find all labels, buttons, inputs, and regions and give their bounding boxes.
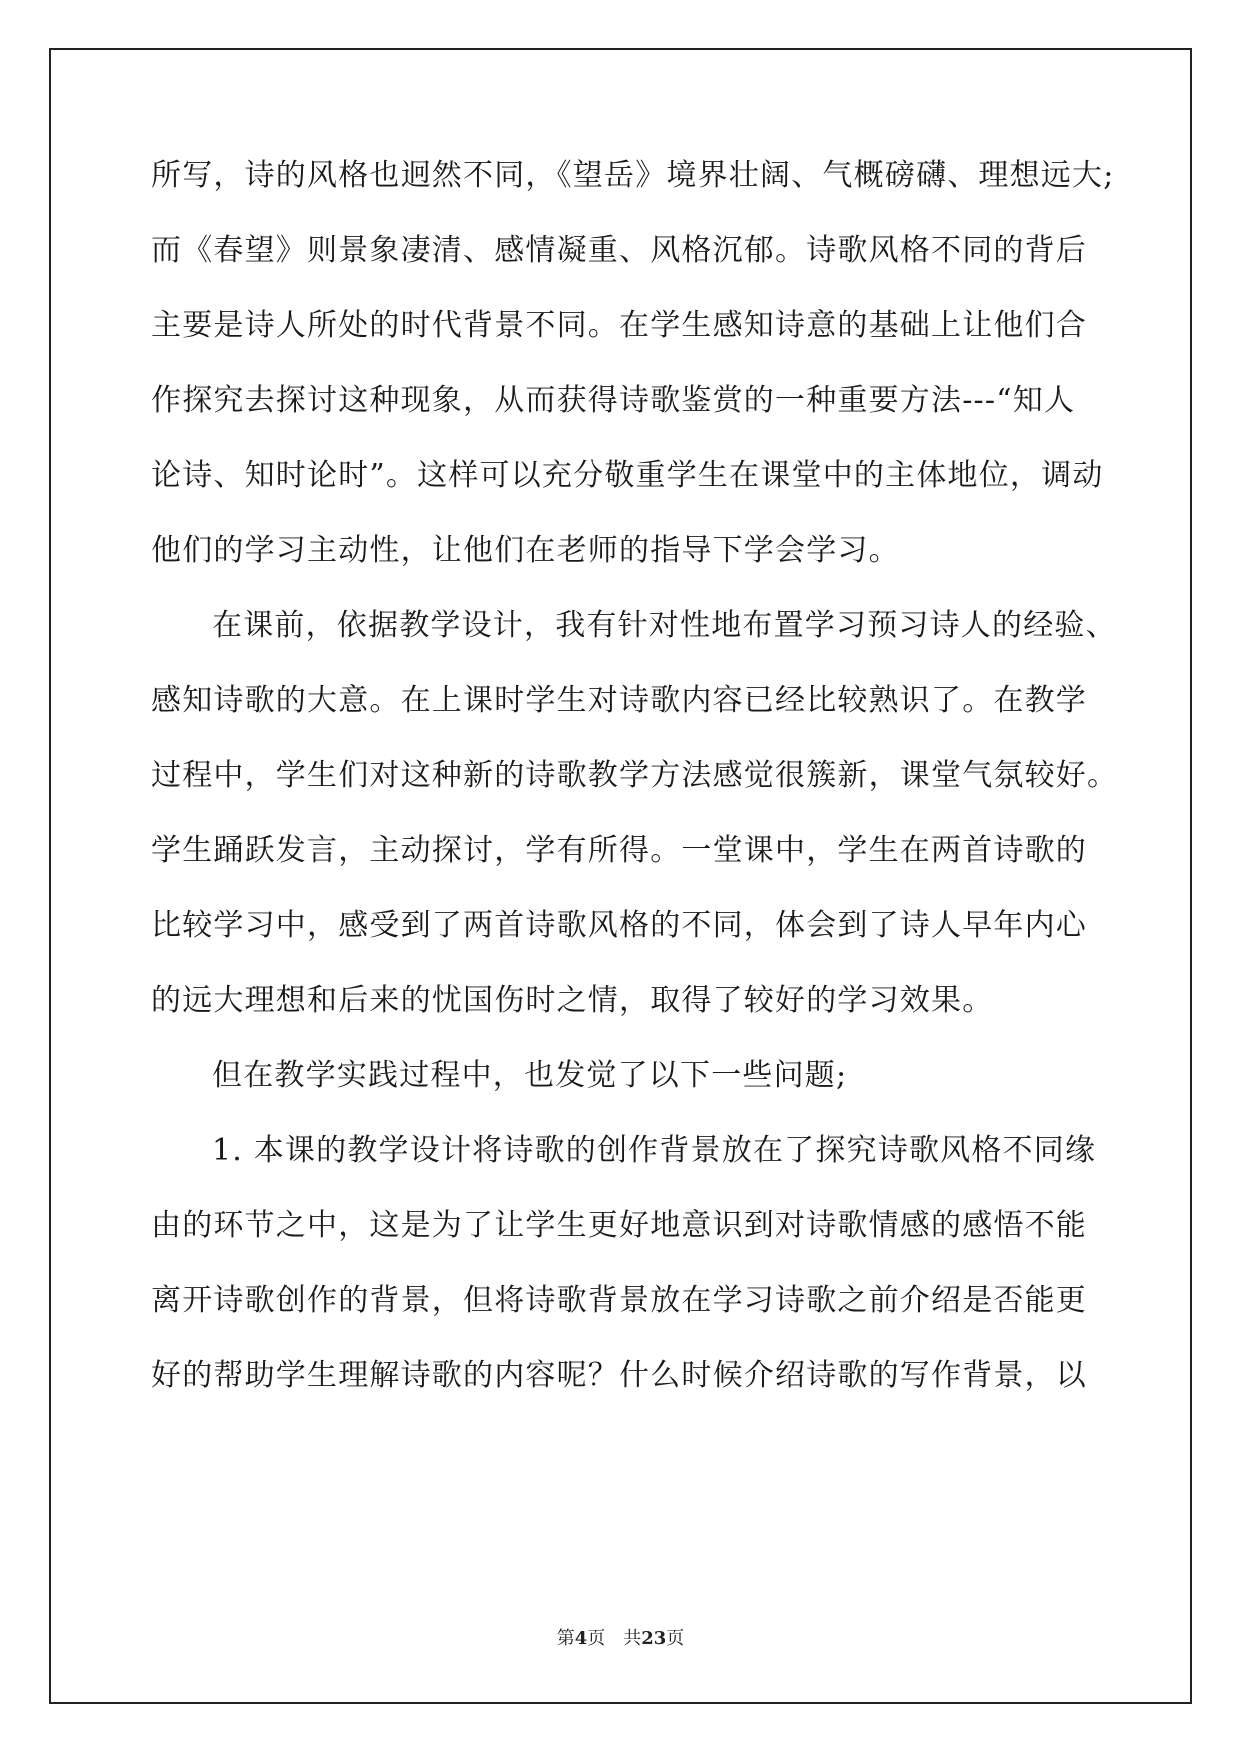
body-line: 离开诗歌创作的背景，但将诗歌背景放在学习诗歌之前介绍是否能更 <box>151 1283 1087 1318</box>
footer-total-pages: 23 <box>641 1628 667 1649</box>
page-footer <box>0 1627 1241 1651</box>
body-line: 所写，诗的风格也迥然不同，《望岳》境界壮阔、气概磅礴、理想远大; <box>151 158 1115 193</box>
paragraph-first-line: 但在教学实践过程中，也发觉了以下一些问题; <box>212 1058 848 1093</box>
body-line: 由的环节之中，这是为了让学生更好地意识到对诗歌情感的感悟不能 <box>151 1208 1087 1243</box>
body-line: 学生踊跃发言，主动探讨，学有所得。一堂课中，学生在两首诗歌的 <box>151 833 1087 868</box>
footer-page-suffix: 页 <box>666 1628 685 1649</box>
footer-page-mid: 页 共 <box>587 1628 642 1649</box>
body-line: 而《春望》则景象凄清、感情凝重、风格沉郁。诗歌风格不同的背后 <box>151 233 1087 268</box>
body-line: 的远大理想和后来的忧国伤时之情，取得了较好的学习效果。 <box>151 983 994 1018</box>
body-line: 他们的学习主动性，让他们在老师的指导下学会学习。 <box>151 533 900 568</box>
page-border <box>49 48 1192 1704</box>
body-line: 好的帮助学生理解诗歌的内容呢？什么时候介绍诗歌的写作背景，以 <box>151 1358 1087 1393</box>
body-line: 主要是诗人所处的时代背景不同。在学生感知诗意的基础上让他们合 <box>151 308 1087 343</box>
body-line: 感知诗歌的大意。在上课时学生对诗歌内容已经比较熟识了。在教学 <box>151 683 1087 718</box>
body-line: 作探究去探讨这种现象，从而获得诗歌鉴赏的一种重要方法---“知人 <box>151 383 1076 418</box>
footer-page-number: 4 <box>574 1628 588 1649</box>
paragraph-first-line: 在课前，依据教学设计，我有针对性地布置学习预习诗人的经验、 <box>212 608 1117 643</box>
body-line: 论诗、知时论时”。这样可以充分敬重学生在课堂中的主体地位，调动 <box>151 458 1104 493</box>
body-line: 过程中，学生们对这种新的诗歌教学方法感觉很簇新，课堂气氛较好。 <box>151 758 1119 793</box>
footer-page-prefix: 第 <box>556 1628 575 1649</box>
paragraph-first-line: 1. 本课的教学设计将诗歌的创作背景放在了探究诗歌风格不同缘 <box>212 1133 1097 1168</box>
body-line: 比较学习中，感受到了两首诗歌风格的不同，体会到了诗人早年内心 <box>151 908 1087 943</box>
